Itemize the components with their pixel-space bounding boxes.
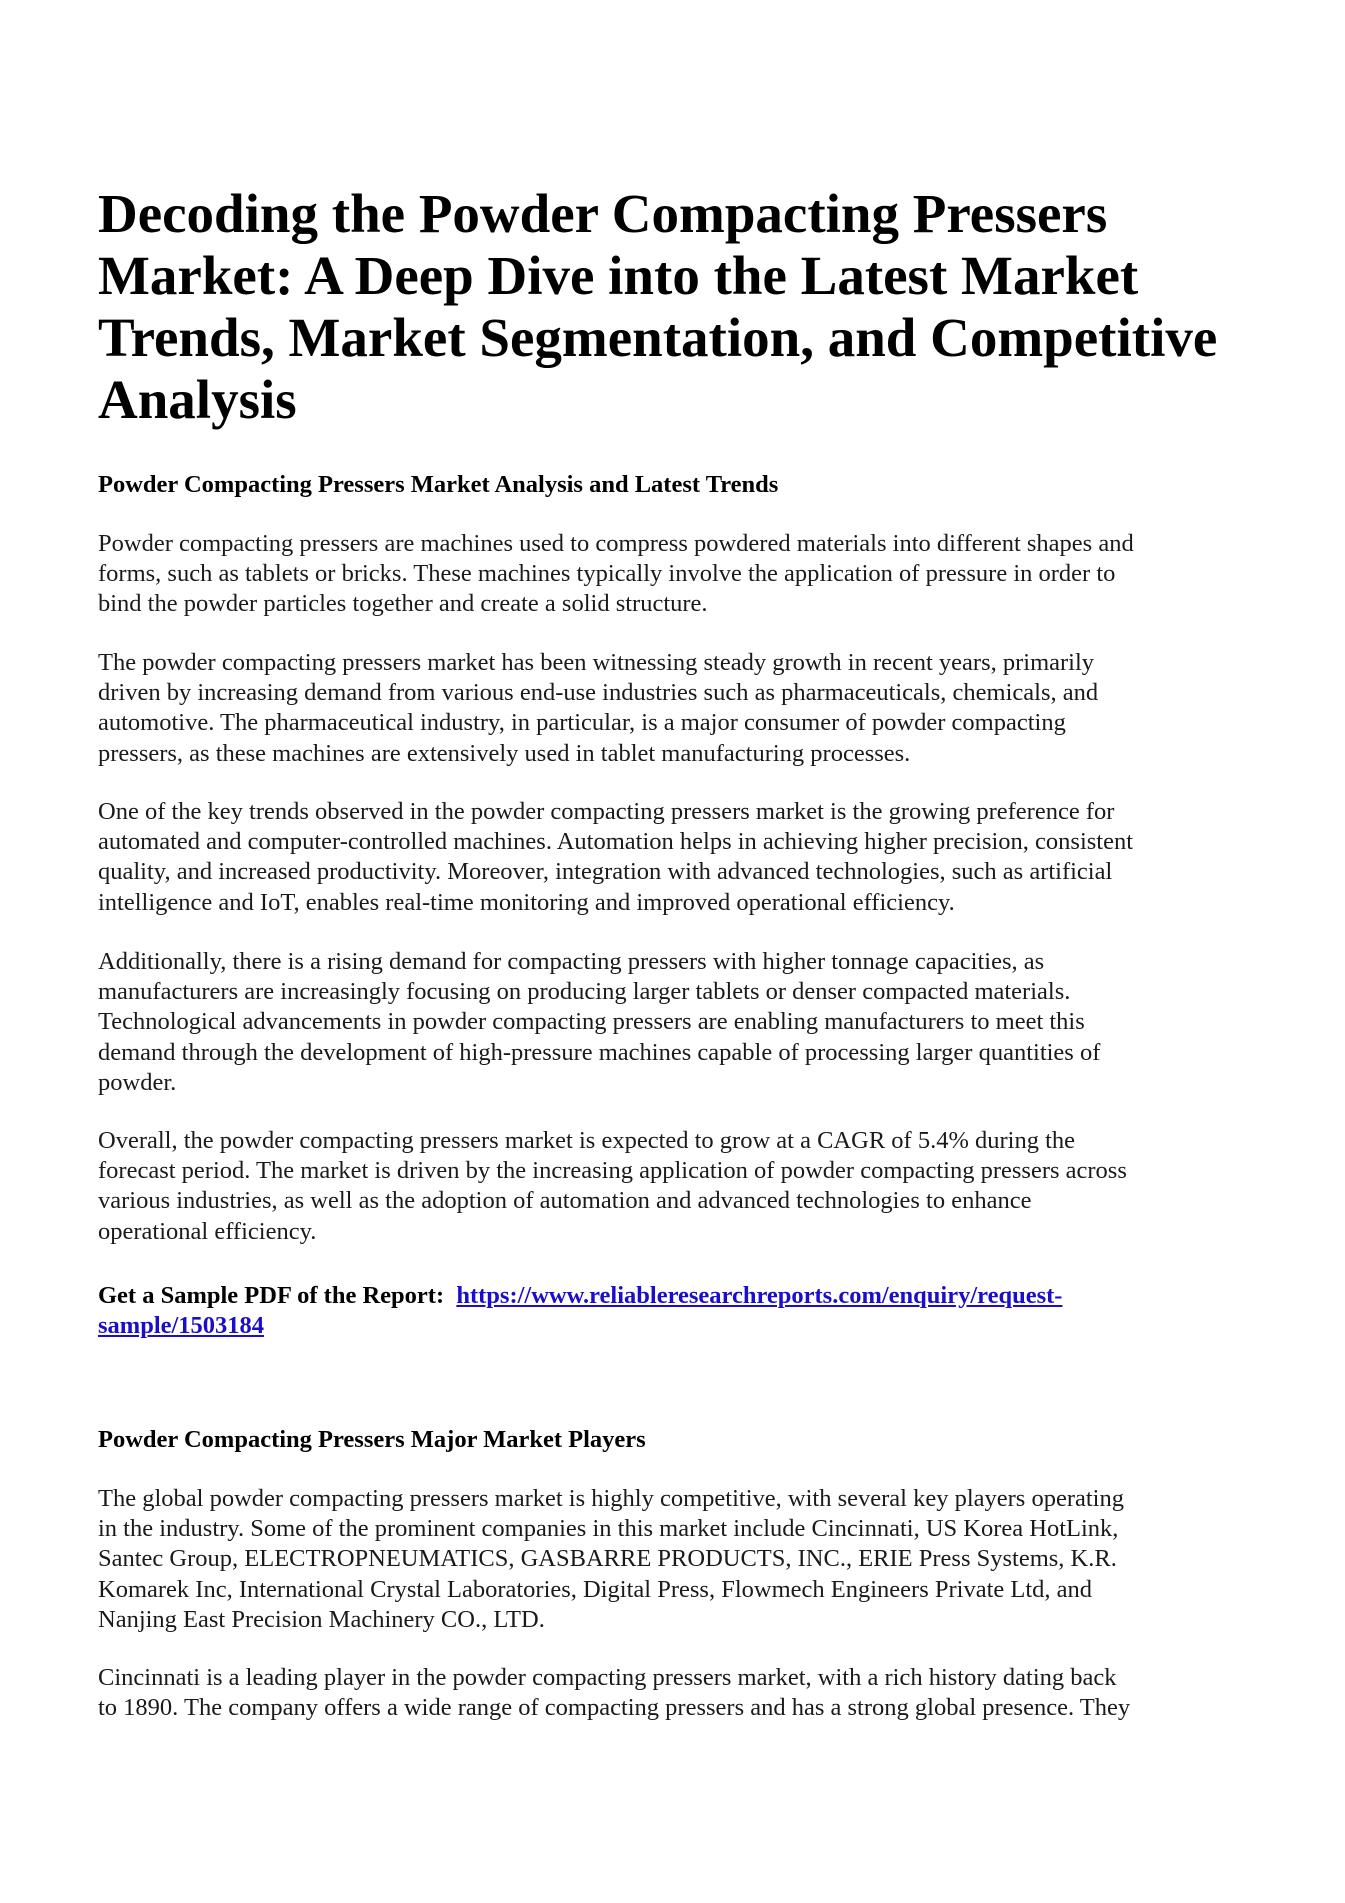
paragraph-cincinnati-profile	[98, 1663, 1130, 1723]
paragraph-market-growth	[98, 648, 1098, 769]
text-line: The powder compacting pressers market has been witnessing steady growth in recent years, primarily	[98, 649, 1095, 676]
text-line: intelligence and IoT, enables real-time monitoring and improved operational efficiency.	[98, 888, 955, 916]
sample-pdf-link-continued[interactable]: sample/1503184	[98, 1312, 265, 1340]
text-line: Cincinnati is a leading player in the powder compacting pressers market, with a rich history dating back	[98, 1664, 1117, 1691]
text-line: bind the powder particles together and create a solid structure.	[98, 590, 708, 618]
text-line: Komarek Inc, International Crystal Laboratories, Digital Press, Flowmech Engineers Private Ltd, and	[98, 1575, 1093, 1603]
title-line: Analysis	[98, 369, 297, 430]
text-line: forms, such as tablets or bricks. These machines typically involve the application of pressure in order to	[98, 560, 1116, 588]
text-line: quality, and increased productivity. Moreover, integration with advanced technologies, such as artificial	[98, 858, 1113, 886]
text-line: The global powder compacting pressers market is highly competitive, with several key players operating	[98, 1485, 1124, 1512]
text-line: to 1890. The company offers a wide range of compacting pressers and has a strong global presence. They	[98, 1694, 1131, 1722]
title-line: Decoding the Powder Compacting Pressers	[98, 183, 1108, 244]
text-line: operational efficiency.	[98, 1217, 317, 1245]
text-line: Powder compacting pressers are machines used to compress powdered materials into different shapes and	[98, 530, 1134, 557]
text-line: powder.	[98, 1068, 177, 1096]
text-line: automated and computer-controlled machines. Automation helps in achieving higher precision, consistent	[98, 828, 1134, 856]
title-line: Trends, Market Segmentation, and Competitive	[98, 307, 1218, 368]
sample-pdf-label: Get a Sample PDF of the Report:	[98, 1282, 445, 1309]
text-line: Additionally, there is a rising demand for compacting pressers with higher tonnage capacities, as	[98, 948, 1045, 975]
text-line: driven by increasing demand from various end-use industries such as pharmaceuticals, chemicals, and	[98, 679, 1099, 707]
text-line: Santec Group, ELECTROPNEUMATICS, GASBARRE PRODUCTS, INC., ERIE Press Systems, K.R.	[98, 1545, 1117, 1573]
section-heading-major-players: Powder Compacting Pressers Major Market Players	[98, 1426, 646, 1453]
text-line: Overall, the powder compacting pressers market is expected to grow at a CAGR of 5.4% during the	[98, 1127, 1075, 1154]
text-line: in the industry. Some of the prominent companies in this market include Cincinnati, US Korea HotLink,	[98, 1515, 1119, 1543]
paragraph-tonnage-demand	[98, 947, 1100, 1098]
text-line: One of the key trends observed in the powder compacting pressers market is the growing preference for	[98, 798, 1115, 825]
sample-pdf-link[interactable]: https://www.reliableresearchreports.com/enquiry/request-	[456, 1282, 1063, 1309]
paragraph-competitive-landscape	[98, 1484, 1124, 1635]
paragraph-key-trends	[98, 797, 1133, 918]
section-heading-analysis-trends: Powder Compacting Pressers Market Analysis and Latest Trends	[98, 471, 779, 498]
sample-pdf-cta	[98, 1281, 1062, 1341]
text-line: pressers, as these machines are extensively used in tablet manufacturing processes.	[98, 739, 911, 767]
text-line: forecast period. The market is driven by the increasing application of powder compacting pressers across	[98, 1157, 1127, 1185]
text-line: demand through the development of high-pressure machines capable of processing larger quantities of	[98, 1038, 1101, 1066]
text-line: various industries, as well as the adoption of automation and advanced technologies to enhance	[98, 1187, 1032, 1215]
text-line: Nanjing East Precision Machinery CO., LTD.	[98, 1605, 545, 1633]
text-line: manufacturers are increasingly focusing on producing larger tablets or denser compacted materials.	[98, 978, 1071, 1006]
paragraph-cagr-outlook	[98, 1126, 1127, 1247]
title-line: Market: A Deep Dive into the Latest Market	[98, 245, 1139, 306]
paragraph-definition	[98, 529, 1134, 620]
text-line: Technological advancements in powder compacting pressers are enabling manufacturers to meet this	[98, 1008, 1085, 1036]
page-title	[98, 183, 1258, 431]
text-line: automotive. The pharmaceutical industry, in particular, is a major consumer of powder compacting	[98, 709, 1066, 737]
